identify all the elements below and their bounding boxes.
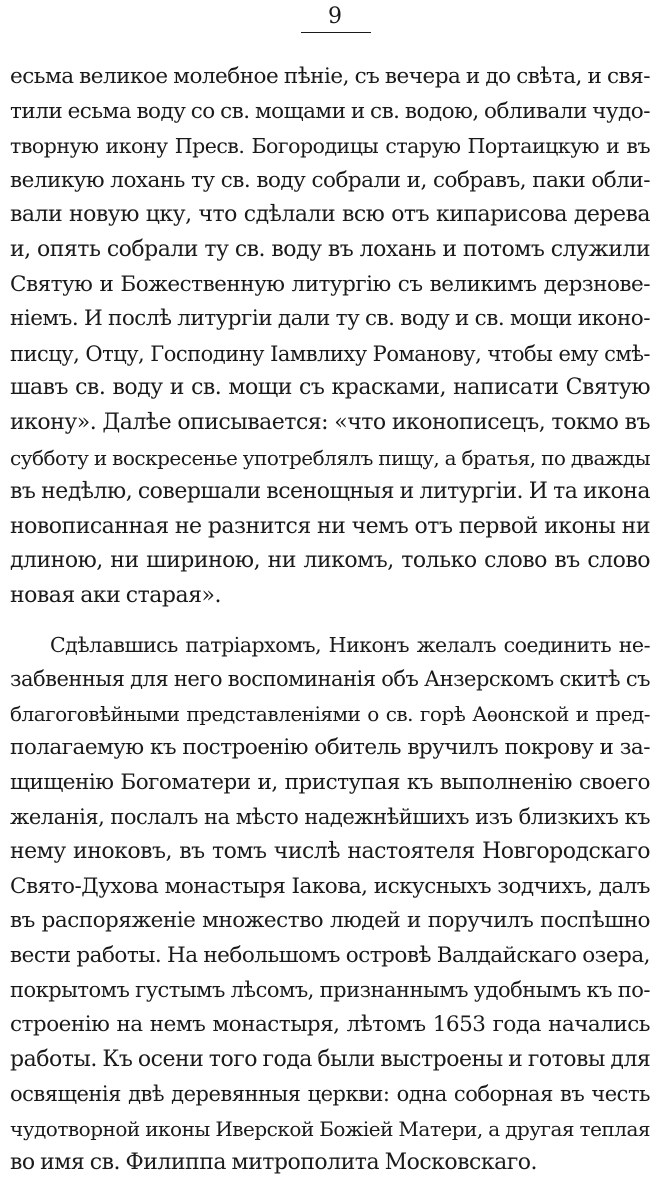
text-line: Сдѣлавшись патріархомъ, Никонъ желалъ соединить не- bbox=[10, 628, 650, 663]
text-line: покрытомъ густымъ лѣсомъ, признаннымъ удобнымъ къ по- bbox=[10, 973, 650, 1008]
text-line: вали новую цку, что сдѣлали всю отъ кипарисова дерева bbox=[10, 198, 650, 233]
text-line: ніемъ. И послѣ литургіи дали ту св. воду и св. мощи иконо- bbox=[10, 302, 650, 337]
text-line: забвенныя для него воспоминанія объ Анзерскомъ скитѣ съ bbox=[10, 662, 650, 697]
text-line: длиною, ни шириною, ни ликомъ, только слово въ слово bbox=[10, 544, 650, 579]
text-line: Свято-Духова монастыря Іакова, искусныхъ зодчихъ, далъ bbox=[10, 870, 650, 905]
text-line: нему иноковъ, въ томъ числѣ настоятеля Новгородскаго bbox=[10, 835, 650, 870]
page-header bbox=[0, 4, 660, 33]
text-line: въ распоряженіе множество людей и поручилъ поспѣшно bbox=[10, 904, 650, 939]
text-line: строенію на немъ монастыря, лѣтомъ 1653 года начались bbox=[10, 1008, 650, 1043]
header-rule bbox=[301, 32, 371, 33]
text-line: новописанная не разнится ни чемъ отъ первой иконы ни bbox=[10, 510, 650, 545]
text-line: во имя св. Филиппа митрополита Московскаго. bbox=[10, 1146, 650, 1181]
text-line: чудотворной иконы Иверской Божіей Матери, а другая теплая bbox=[10, 1112, 650, 1147]
text-line: шавъ св. воду и св. мощи съ красками, написати Святую bbox=[10, 371, 650, 406]
body-text bbox=[10, 60, 650, 1181]
text-line: щищенію Богоматери и, приступая къ выполненію своего bbox=[10, 766, 650, 801]
paragraph-2 bbox=[10, 628, 650, 1181]
text-line: полагаемую къ построенію обитель вручилъ покрову и за- bbox=[10, 731, 650, 766]
text-line: есьма великое молебное пѣніе, съ вечера и до свѣта, и свя- bbox=[10, 60, 650, 95]
paragraph-1 bbox=[10, 60, 650, 614]
text-line: субботу и воскресенье употреблялъ пищу, а братья, по дважды bbox=[10, 441, 650, 476]
text-line: икону». Далѣе описывается: «что иконописецъ, токмо въ bbox=[10, 406, 650, 441]
text-line: въ недѣлю, совершали всенощныя и литургіи. И та икона bbox=[10, 475, 650, 510]
text-line: работы. Къ осени того года были выстроены и готовы для bbox=[10, 1043, 650, 1078]
text-line: творную икону Пресв. Богородицы старую Портаицкую и въ bbox=[10, 129, 650, 164]
text-line: новая аки старая». bbox=[10, 579, 650, 614]
paragraph-gap bbox=[10, 614, 650, 628]
text-line: желанія, послалъ на мѣсто надежнѣйшихъ изъ близкихъ къ bbox=[10, 800, 650, 835]
text-line: вести работы. На небольшомъ островѣ Валдайскаго озера, bbox=[10, 939, 650, 974]
text-line: великую лохань ту св. воду собрали и, собравъ, паки обли- bbox=[10, 164, 650, 199]
text-line: благоговѣйными представленіями о св. горѣ Аѳонской и пред- bbox=[10, 697, 650, 732]
page-number: 9 bbox=[0, 4, 660, 30]
text-line: писцу, Отцу, Господину Іамвлиху Романову, чтобы ему смѣ- bbox=[10, 337, 650, 372]
text-line: Святую и Божественную литургію съ великимъ дерзнове- bbox=[10, 268, 650, 303]
text-line: и, опять собрали ту св. воду въ лохань и потомъ служили bbox=[10, 233, 650, 268]
text-line: освященія двѣ деревянныя церкви: одна соборная въ честь bbox=[10, 1077, 650, 1112]
text-line: тили есьма воду со св. мощами и св. водою, обливали чудо- bbox=[10, 95, 650, 130]
